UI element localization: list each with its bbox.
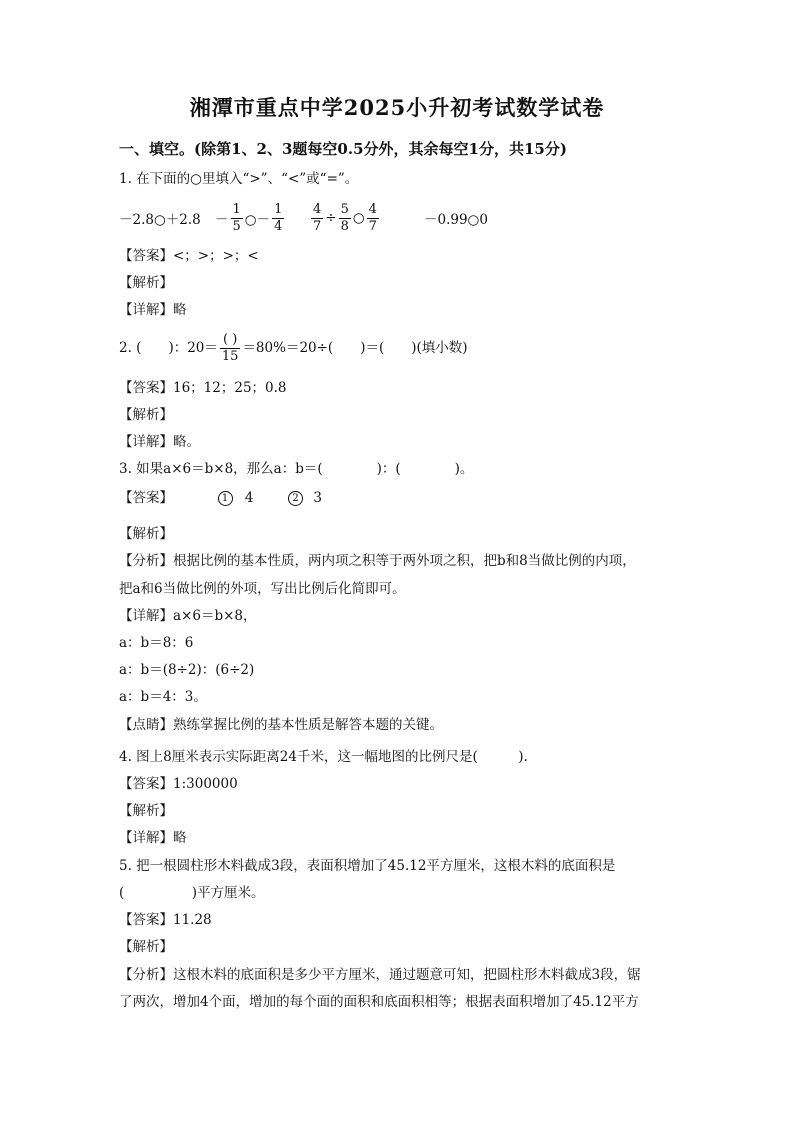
q1-expr2-mid: ○－: [244, 212, 271, 228]
q2-analysis-label: 【解析】: [119, 407, 173, 423]
q3-detail: [119, 607, 257, 625]
detail-label: 【详解】: [119, 302, 173, 318]
frac-denominator: 5: [232, 218, 241, 234]
q3-text: 3. 如果a×6＝b×8，那么a：b＝( )：( )。: [119, 461, 474, 477]
q3-fenxi-text-1: 根据比例的基本性质，两内项之积等于两外项之积，把b和8当做比例的内项，: [173, 553, 636, 569]
q1-expr2-frac1: [231, 202, 243, 235]
circled-number-1: 1: [218, 491, 233, 506]
q1-expr3-frac2: [339, 202, 351, 235]
q1-expr2-frac2: [272, 202, 284, 235]
q4-answer: [119, 775, 238, 793]
q1-expr2: [215, 196, 286, 240]
q1-expr3-frac1: [311, 202, 323, 235]
q3-step-3: a：b＝4：3。: [119, 689, 207, 705]
answer-label: 【答案】: [119, 380, 173, 396]
q5-fenxi-text-1: 这根木料的底面积是多少平方厘米，通过题意可知，把圆柱形木料截成3段，锯: [173, 967, 641, 983]
q5-analysis-label: 【解析】: [119, 939, 173, 955]
frac-denominator: 4: [274, 218, 283, 234]
q1-analysis-label: 【解析】: [119, 275, 173, 291]
q4-text: 4. 图上8厘米表示实际距离24千米，这一幅地图的比例尺是( ).: [119, 749, 528, 765]
q2-detail: [119, 433, 200, 451]
q1-detail: [119, 301, 187, 319]
frac-numerator: 4: [313, 201, 322, 217]
q5-answer-value: 11.28: [173, 912, 212, 928]
q5-text-2: ( )平方厘米。: [119, 885, 265, 901]
page-title: 湘潭市重点中学2025小升初考试数学试卷: [189, 95, 605, 120]
q2-text: [119, 327, 468, 369]
q3-fenxi-2: 把a和6当做比例的外项，写出比例后化简即可。: [119, 581, 406, 597]
q5-fenxi-1: [119, 966, 641, 984]
q1-expr4: －0.99○0: [424, 212, 488, 228]
frac-numerator: 4: [368, 201, 377, 217]
q2-answer: [119, 379, 287, 397]
answer-label: 【答案】: [119, 776, 173, 792]
q2-detail-text: 略。: [173, 434, 200, 450]
answer-label: 【答案】: [119, 248, 173, 264]
q5-text-1: 5. 把一根圆柱形木料截成3段，表面积增加了45.12平方厘米，这根木料的底面积是: [119, 858, 616, 874]
detail-label: 【详解】: [119, 830, 173, 846]
q1-answer-value: <；>；>；<: [173, 248, 259, 264]
q1-answer: [119, 247, 259, 265]
q1-expr3-frac3: [367, 202, 379, 235]
frac-numerator: ( ): [223, 331, 238, 347]
q4-detail: [119, 829, 187, 847]
section-heading: 一、填空。(除第1、2、3题每空0.5分外，其余每空1分，共15分): [119, 140, 567, 158]
circled-number-2: 2: [288, 491, 303, 506]
q4-analysis-label: 【解析】: [119, 803, 173, 819]
answer-label: 【答案】: [119, 490, 173, 506]
q5-answer: [119, 911, 212, 929]
q1-expr3-op: ÷: [325, 210, 337, 226]
q2-suffix: ＝80%＝20÷( )＝( )(填小数): [242, 340, 468, 356]
q1-detail-text: 略: [173, 302, 187, 318]
frac-denominator: 7: [368, 218, 377, 234]
q4-answer-value: 1:300000: [173, 776, 238, 792]
q4-detail-text: 略: [173, 830, 187, 846]
q1-text: 1. 在下面的○里填入“>”、“<”或“=”。: [119, 171, 359, 187]
frac-numerator: 5: [340, 201, 349, 217]
frac-denominator: 7: [313, 218, 322, 234]
q3-detail-text: a×6＝b×8，: [173, 608, 257, 624]
q2-prefix: 2. ( )：20＝: [119, 340, 218, 356]
q1-expr1: －2.8○＋2.8: [119, 212, 201, 228]
fenxi-label: 【分析】: [119, 553, 173, 569]
q3-step-2: a：b＝(8÷2)：(6÷2): [119, 662, 255, 678]
detail-label: 【详解】: [119, 434, 173, 450]
q2-fraction: [220, 332, 241, 365]
q3-step-1: a：b＝8：6: [119, 635, 194, 651]
q1-expr3-mid: ○: [352, 210, 365, 226]
q5-fenxi-2: 了两次，增加4个面，增加的每个面的面积和底面积相等；根据表面积增加了45.12平方: [119, 994, 639, 1010]
frac-numerator: 1: [274, 201, 283, 217]
detail-label: 【详解】: [119, 608, 173, 624]
q3-answer-value-2: 3: [313, 490, 322, 506]
answer-label: 【答案】: [119, 912, 173, 928]
q3-answer-value-1: 4: [244, 490, 254, 506]
q1-expr3: [309, 196, 381, 240]
fenxi-label: 【分析】: [119, 967, 173, 983]
q3-dianjing-text: 熟练掌握比例的基本性质是解答本题的关键。: [173, 717, 443, 733]
q3-analysis-label: 【解析】: [119, 526, 173, 542]
frac-numerator: 1: [232, 201, 241, 217]
q3-dianjing: [119, 716, 443, 734]
q2-answer-value: 16；12；25；0.8: [173, 380, 287, 396]
q1-expr2-sign: －: [215, 212, 229, 228]
frac-denominator: 15: [221, 348, 239, 364]
q3-answer: [119, 489, 322, 507]
q3-fenxi-1: [119, 552, 636, 570]
dianjing-label: 【点睛】: [119, 717, 173, 733]
frac-denominator: 8: [340, 218, 349, 234]
